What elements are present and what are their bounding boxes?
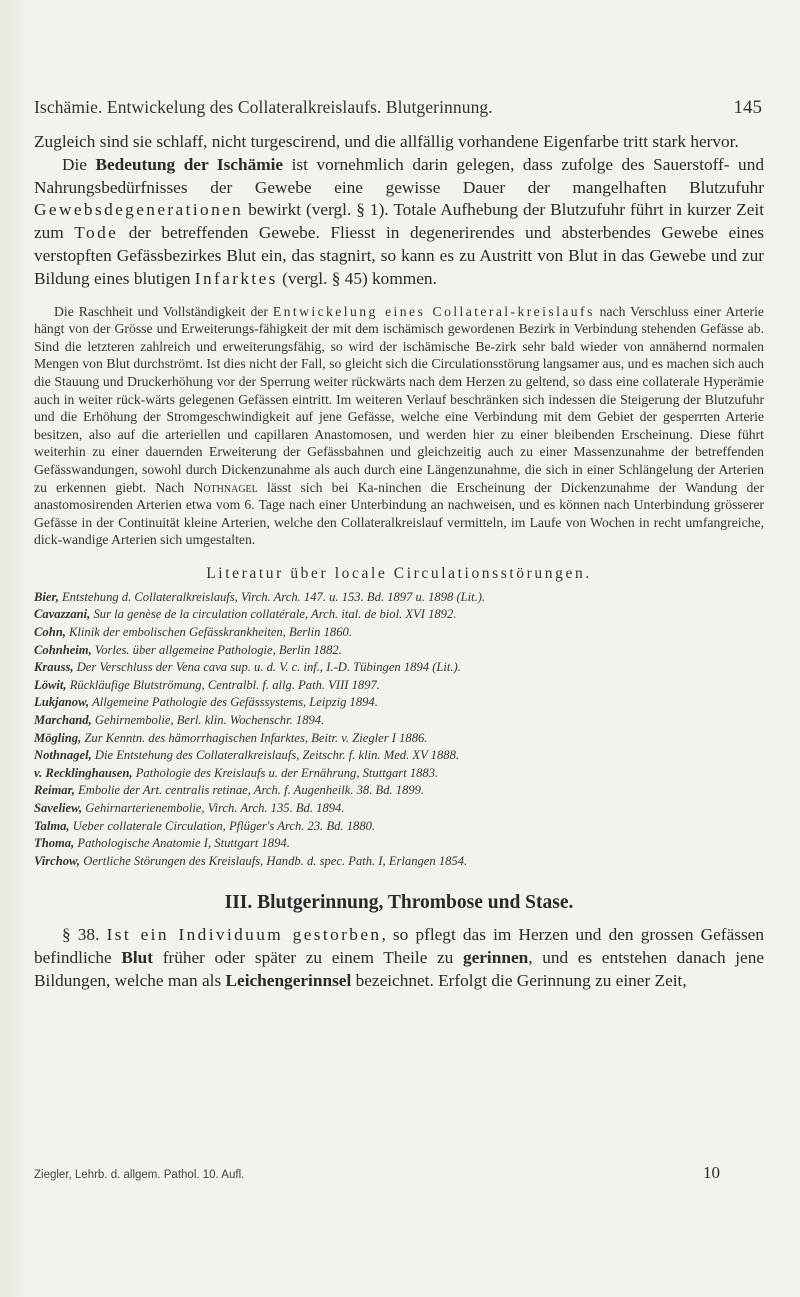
- p3-text-c: nach Verschluss einer Arterie hängt von der Grösse und Erweiterungs-fähigkeit der mit dem ischämisch gewordenen Bezirk in Verbindung stehenden Gefässe ab. Sind die letzteren zahlreich und erweiterungsfähig, so wird der ischämische Be-zirk sehr bald wieder von annähernd normalen Mengen von Blut durchströmt. Ist dies nicht der Fall, so gleicht sich die Circulationsstörung langsamer aus, und es machen sich auch die Stauung und Druckerhöhung vor der Sperrung weiter rückwärts nach dem Herzen zu geltend, so dass eine collaterale Hyperämie auch in weiter rück-wärts gelegenen Gefässen eintritt. Im weiteren Verlauf beschränken sich indessen die Steigerung der Blutzufuhr und die Erhöhung der Stromgeschwindigkeit auf jene Gefässe, welche eine Verbindung mit dem Gebiet der gesperrten Arterie besitzen, also auf die arteriellen und capillaren Anastomosen, und werden hier zu einer bleibenden Erscheinung. Diese führt weiterhin zu einer dauernden Erweiterung der Gefässbahnen und gleichzeitig auch zu einer Massenzunahme der betreffenden Gefässwandungen, sowohl durch Dickenzunahme als auch durch eine Längenzunahme, die sich in einer Schlängelung der Arterien zu erkennen giebt. Nach: [34, 303, 764, 495]
- p2-text-e: bewirkt (vergl. § 1). Totale Aufhebung der Blutzufuhr führt in kurzer Zeit zum: [34, 200, 764, 243]
- s-text-g: , und es entstehen danach jene Bildungen, welche man als: [34, 948, 764, 990]
- p2-text-g: der betreffenden Gewebe. Fliesst in degenerirendes und absterbendes Gewebe eines verstopften Gefässbezirkes Blut ein, das stagnirt, so kann es zu Austritt von Blut in das Gewebe und zur Bildung eines blutigen: [34, 223, 765, 288]
- s-text-c: , so pflegt das im Herzen und den grossen Gefässen befindliche: [34, 925, 764, 968]
- literature-ref: [34, 677, 764, 695]
- term-gewebsdegenerationen: Gewebsdegenerationen: [34, 200, 244, 220]
- ref-text: Ueber collaterale Circulation, Pflüger's Arch. 23. Bd. 1880.: [69, 818, 376, 833]
- ref-text: Pathologische Anatomie I, Stuttgart 1894.: [74, 836, 290, 851]
- literature-ref: [34, 765, 764, 783]
- literature-ref: [34, 712, 764, 730]
- ref-author: Thoma,: [34, 836, 75, 851]
- page-number: 145: [733, 97, 762, 118]
- ref-text: Zur Kenntn. des hämorrhagischen Infarktes, Beitr. v. Ziegler I 1886.: [81, 730, 428, 745]
- s-text-a: § 38.: [62, 925, 107, 945]
- ref-text: Oertliche Störungen des Kreislaufs, Handb. d. spec. Path. I, Erlangen 1854.: [80, 853, 468, 868]
- small-print-block: [34, 303, 764, 549]
- ref-text: Gehirnembolie, Berl. klin. Wochenschr. 1894.: [91, 713, 325, 728]
- paragraph-3: [34, 303, 764, 549]
- running-title: Ischämie. Entwickelung des Collateralkreislaufs. Blutgerinnung.: [34, 97, 493, 117]
- paragraph-1: Zugleich sind sie schlaff, nicht turgescirend, und die allfällig vorhandene Eigenfarbe tritt stark hervor.: [34, 132, 739, 151]
- p2-text-c: ist vornehmlich darin gelegen, dass zufolge des Sauerstoff- und Nahrungsbedürfnisses der Gewebe eine gewisse Dauer der mangelhaften Blutzufuhr: [34, 154, 764, 197]
- ref-author: Krauss,: [34, 660, 74, 675]
- term-tode: Tode: [74, 223, 119, 243]
- literature-ref: [34, 818, 764, 836]
- paragraph-38: [34, 924, 764, 992]
- section-heading: III. Blutgerinnung, Thrombose und Stase.: [224, 892, 574, 914]
- running-header: [34, 97, 762, 119]
- literature-ref: [34, 782, 764, 800]
- ref-author: Cohn,: [34, 625, 66, 640]
- term-bedeutung-ischaemie: Bedeutung der Ischämie: [95, 154, 284, 174]
- page-footer: [34, 1163, 760, 1183]
- term-leichengerinnsel: Leichengerinnsel: [225, 970, 352, 990]
- literature-list: [34, 589, 764, 871]
- literature-ref: [34, 589, 764, 607]
- paragraph-2: [34, 154, 764, 291]
- ref-text: Rückläufige Blutströmung, Centralbl. f. allg. Path. VIII 1897.: [66, 677, 380, 692]
- p3-text-e: lässt sich bei Ka-ninchen die Erscheinung der Dickenzunahme der Wandung der anastomosirenden Arterien etwa vom 6. Tage nach einer Unterbindung an nachweisen, und es können nach Unterbindung grösserer Gefässe in der Continuität kleine Arterien, welche den Collateralkreislauf vermitteln, im Laufe von Wochen in recht umfangreiche, dick-wandige Arterien sich umgestalten.: [34, 479, 765, 548]
- literature-ref: [34, 659, 764, 677]
- ref-text: Die Entstehung des Collateralkreislaufs, Zeitschr. f. klin. Med. XV 1888.: [91, 748, 460, 763]
- literature-ref: [34, 730, 764, 748]
- author-nothnagel: Nothnagel: [193, 479, 258, 495]
- literature-ref: [34, 642, 764, 660]
- ref-author: Cohnheim,: [34, 642, 92, 657]
- ref-text: Allgemeine Pathologie des Gefässsystems, Leipzig 1894.: [89, 695, 378, 710]
- term-blut: Blut: [121, 948, 154, 968]
- ref-text: Pathologie des Kreislaufs u. der Ernährung, Stuttgart 1883.: [132, 765, 439, 780]
- literature-ref: [34, 747, 764, 765]
- page-body: [34, 131, 764, 993]
- ref-author: Saveliew,: [34, 801, 83, 816]
- ref-author: v. Recklinghausen,: [34, 765, 133, 780]
- ref-text: Embolie der Art. centralis retinae, Arch. f. Augenheilk. 38. Bd. 1899.: [74, 783, 425, 798]
- book-imprint: Ziegler, Lehrb. d. allgem. Pathol. 10. Aufl.: [34, 1169, 245, 1181]
- term-individuum-gestorben: Ist ein Individuum gestorben: [106, 925, 382, 945]
- ref-author: Talma,: [34, 818, 70, 833]
- ref-author: Löwit,: [34, 677, 67, 692]
- p2-text-a: Die: [62, 154, 96, 174]
- ref-author: Virchow,: [34, 853, 81, 868]
- ref-text: Vorles. über allgemeine Pathologie, Berlin 1882.: [91, 642, 342, 657]
- term-infarktes: Infarktes: [194, 268, 278, 288]
- term-collateralkreislauf: Entwickelung eines Collateral-kreislaufs: [272, 303, 595, 319]
- p3-text-a: Die Raschheit und Vollständigkeit der: [54, 303, 273, 319]
- term-gerinnen: gerinnen: [462, 948, 529, 968]
- signature-mark: 10: [703, 1163, 720, 1182]
- main-text: [34, 131, 764, 291]
- ref-text: Klinik der embolischen Gefässkrankheiten, Berlin 1860.: [65, 625, 352, 640]
- literature-ref: [34, 800, 764, 818]
- p2-text-i: (vergl. § 45) kommen.: [277, 268, 437, 288]
- ref-author: Mögling,: [34, 730, 82, 745]
- literature-ref: [34, 606, 764, 624]
- ref-author: Bier,: [34, 589, 59, 604]
- ref-author: Cavazzani,: [34, 607, 91, 622]
- literature-ref: [34, 853, 764, 871]
- ref-author: Lukjanow,: [34, 695, 90, 710]
- literature-ref: [34, 694, 764, 712]
- ref-author: Marchand,: [34, 713, 92, 728]
- ref-text: Der Verschluss der Vena cava sup. u. d. V. c. inf., I.-D. Tübingen 1894 (Lit.).: [73, 660, 461, 675]
- literature-ref: [34, 835, 764, 853]
- s-text-e: früher oder später zu einem Theile zu: [153, 948, 463, 968]
- ref-author: Nothnagel,: [34, 748, 92, 763]
- s-text-i: bezeichnet. Erfolgt die Gerinnung zu einer Zeit,: [351, 970, 687, 990]
- ref-text: Gehirnarterienembolie, Virch. Arch. 135. Bd. 1894.: [82, 801, 345, 816]
- ref-text: Entstehung d. Collateralkreislaufs, Virch. Arch. 147. u. 153. Bd. 1897 u. 1898 (Lit.).: [58, 589, 486, 604]
- literature-ref: [34, 624, 764, 642]
- section-text: [34, 924, 764, 992]
- ref-author: Reimar,: [34, 783, 75, 798]
- literature-heading: Literatur über locale Circulationsstörungen.: [206, 564, 592, 582]
- ref-text: Sur la genèse de la circulation collatérale, Arch. ital. de biol. XVI 1892.: [90, 607, 457, 622]
